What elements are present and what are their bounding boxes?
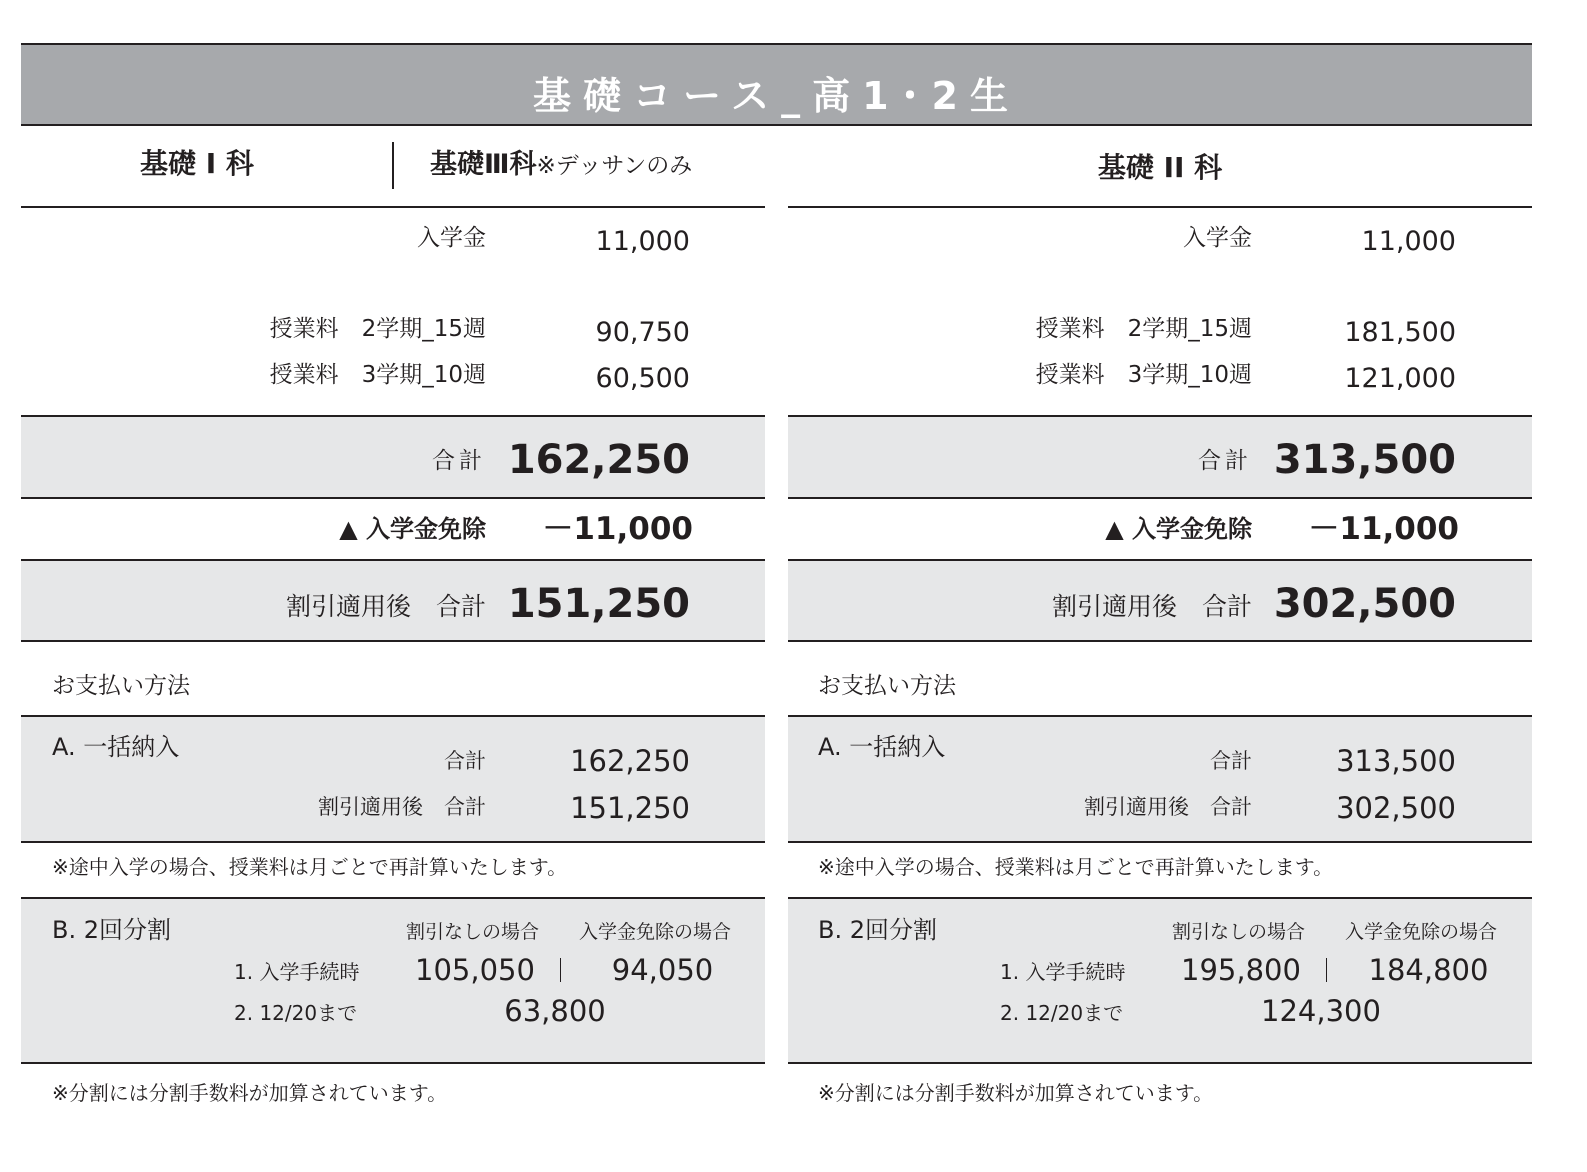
left-plan-a-total-value: 162,250 (570, 744, 690, 778)
left-note-midway: ※途中入学の場合、授業料は月ごとで再計算いたします。 (52, 855, 568, 879)
right-tuition2-value: 181,500 (1344, 317, 1456, 348)
right-plan-a-bottom-rule (788, 841, 1532, 843)
left-plan-b-bottom-rule (21, 1062, 765, 1064)
right-entrance-label: 入学金 (1183, 225, 1252, 251)
left-plan-b-title: B. 2回分割 (52, 916, 171, 944)
left-tuition2-label: 授業料 2学期_15週 (269, 316, 486, 342)
right-header-course-2: 基礎 II 科 (1097, 151, 1223, 184)
right-header-rule (788, 206, 1532, 208)
right-plan-b-row1-waiver: 184,800 (1368, 953, 1489, 987)
left-header-divider (392, 142, 394, 189)
right-tuition3-label: 授業料 3学期_10週 (1035, 362, 1252, 388)
right-waiver-value: －11,000 (1308, 511, 1459, 547)
right-plan-a-disc-label: 割引適用後 合計 (1084, 795, 1252, 819)
right-plan-b-row1-divider (1326, 958, 1327, 982)
left-plan-a-title: A. 一括納入 (52, 733, 180, 761)
right-plan-a-total-value: 313,500 (1336, 744, 1456, 778)
right-plan-a-disc-value: 302,500 (1336, 791, 1456, 825)
left-plan-a-disc-value: 151,250 (570, 791, 690, 825)
right-waiver-label: ▲ 入学金免除 (1105, 515, 1252, 543)
left-note-fee: ※分割には分割手数料が加算されています。 (52, 1081, 448, 1105)
right-discounted-rule (788, 640, 1532, 642)
right-plan-a-total-label: 合計 (1210, 749, 1252, 773)
right-plan-b-title: B. 2回分割 (818, 916, 937, 944)
right-discounted-label: 割引適用後 合計 (1051, 592, 1252, 621)
right-plan-b-row1-label: 1. 入学手続時 (1000, 960, 1126, 984)
left-plan-b-row2-value: 63,800 (504, 994, 606, 1028)
left-plan-b-row1-divider (560, 958, 561, 982)
left-discounted-value: 151,250 (507, 581, 690, 627)
right-total-rule (788, 497, 1532, 499)
right-note-fee: ※分割には分割手数料が加算されています。 (818, 1081, 1214, 1105)
left-total-label: 合計 (432, 448, 486, 474)
right-plan-a-title: A. 一括納入 (818, 733, 946, 761)
left-plan-b-row1-no-discount: 105,050 (415, 953, 535, 987)
right-total-label: 合計 (1198, 448, 1252, 474)
right-plan-b-bottom-rule (788, 1062, 1532, 1064)
left-total-rule (21, 497, 765, 499)
left-tuition3-label: 授業料 3学期_10週 (269, 362, 486, 388)
left-waiver-value: －11,000 (542, 511, 693, 547)
right-payment-heading: お支払い方法 (818, 673, 956, 699)
left-header-rule (21, 206, 765, 208)
left-tuition3-value: 60,500 (595, 363, 690, 394)
right-discounted-value: 302,500 (1273, 581, 1456, 627)
left-plan-a-total-label: 合計 (444, 749, 486, 773)
left-plan-b-col-waiver: 入学金免除の場合 (578, 921, 731, 943)
right-plan-b-row2-label: 2. 12/20まで (1000, 1001, 1124, 1025)
right-plan-b-col-waiver: 入学金免除の場合 (1344, 921, 1497, 943)
right-plan-b-col-no-discount: 割引なしの場合 (1171, 921, 1305, 943)
right-tuition3-value: 121,000 (1344, 363, 1456, 394)
right-plan-b-row2-value: 124,300 (1261, 994, 1381, 1028)
left-plan-a-disc-label: 割引適用後 合計 (318, 795, 486, 819)
right-entrance-value: 11,000 (1361, 226, 1456, 257)
left-header-course-1: 基礎 I 科 (140, 147, 254, 180)
left-tuition2-value: 90,750 (595, 317, 690, 348)
left-discounted-rule (21, 640, 765, 642)
page-title: 基礎コース_高1･2生 (533, 74, 1020, 118)
left-plan-a-bottom-rule (21, 841, 765, 843)
left-header-course-3: 基礎Ⅲ科※デッサンのみ (430, 149, 693, 180)
left-plan-b-row2-label: 2. 12/20まで (234, 1001, 358, 1025)
left-discounted-label: 割引適用後 合計 (285, 592, 486, 621)
left-entrance-label: 入学金 (417, 225, 486, 251)
right-tuition2-label: 授業料 2学期_15週 (1035, 316, 1252, 342)
left-plan-b-row1-label: 1. 入学手続時 (234, 960, 360, 984)
left-waiver-label: ▲ 入学金免除 (339, 515, 486, 543)
right-note-midway: ※途中入学の場合、授業料は月ごとで再計算いたします。 (818, 855, 1334, 879)
right-plan-b-row1-no-discount: 195,800 (1181, 953, 1301, 987)
left-total-value: 162,250 (507, 437, 690, 483)
right-total-value: 313,500 (1273, 437, 1456, 483)
left-plan-b-row1-waiver: 94,050 (611, 953, 714, 987)
left-plan-b-col-no-discount: 割引なしの場合 (405, 921, 539, 943)
left-payment-heading: お支払い方法 (52, 673, 190, 699)
left-entrance-value: 11,000 (595, 226, 690, 257)
left-header-course-3-note: ※デッサンのみ (536, 153, 693, 179)
title-bar (21, 43, 1532, 126)
